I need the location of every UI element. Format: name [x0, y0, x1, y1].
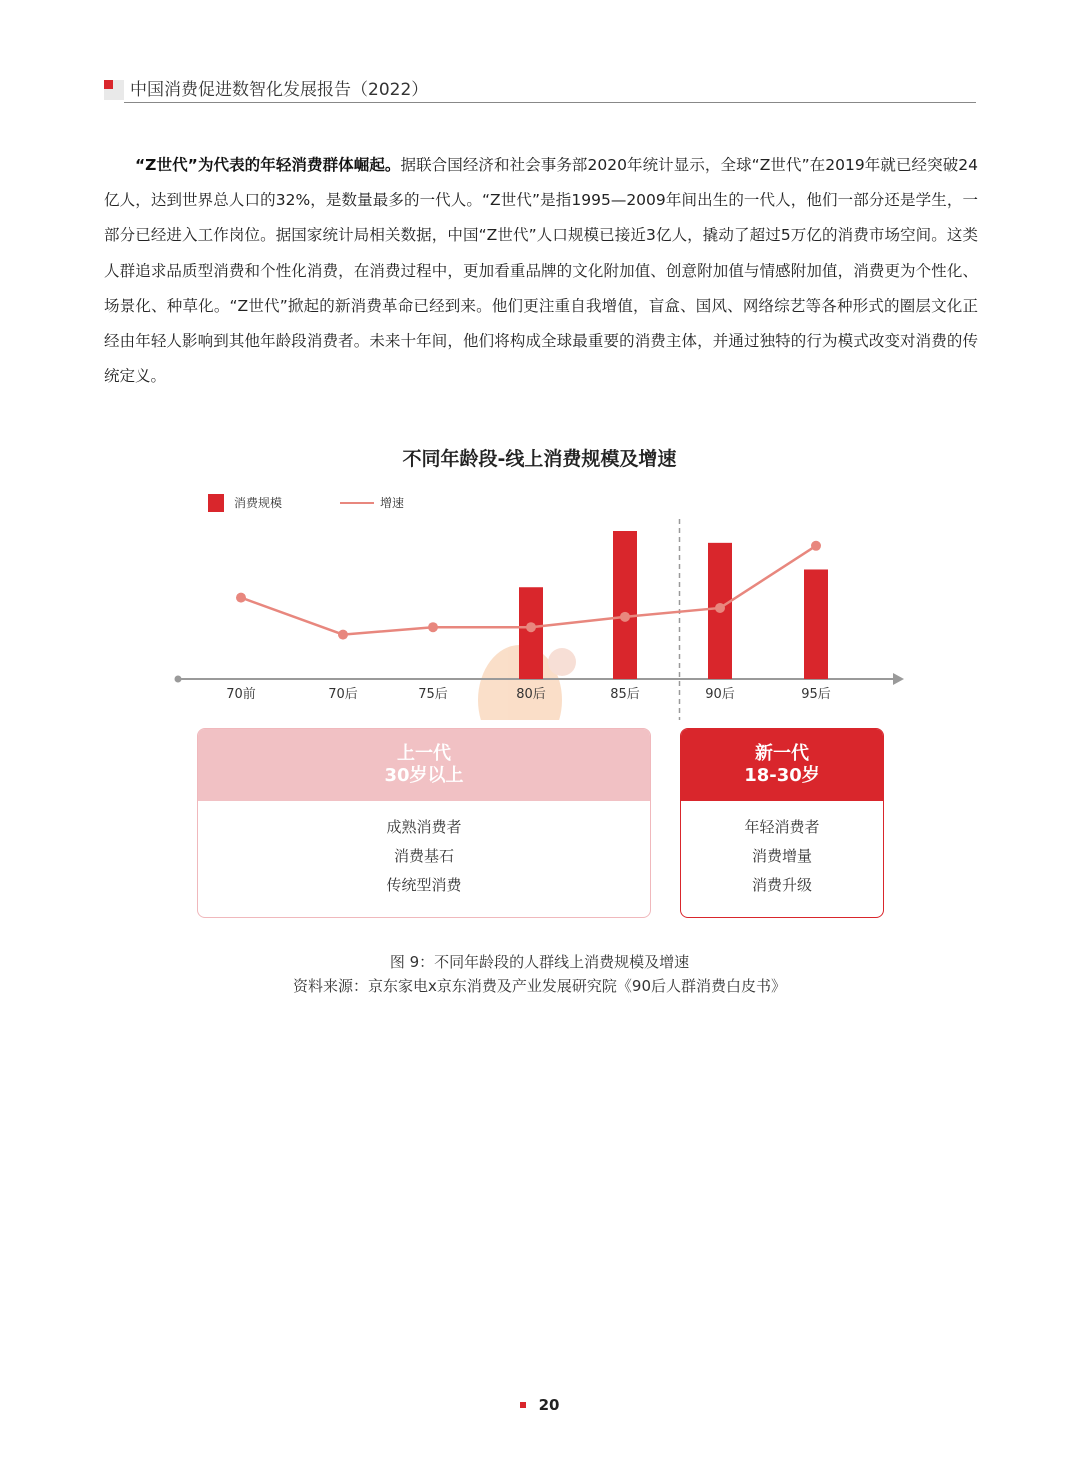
footer-mark-icon — [520, 1402, 526, 1408]
combo-chart — [0, 0, 1079, 720]
card-old-subtitle: 30岁以上 — [384, 765, 464, 786]
x-tick-label: 80后 — [516, 687, 546, 702]
growth-point-95后 — [811, 541, 821, 551]
growth-point-70后 — [338, 630, 348, 640]
figure-source: 资料来源：京东家电x京东消费及产业发展研究院《90后人群消费白皮书》 — [293, 977, 786, 995]
card-new-title: 新一代 — [755, 743, 809, 764]
growth-point-80后 — [526, 622, 536, 632]
x-axis-start-dot — [175, 676, 182, 683]
page-footer — [0, 1394, 1079, 1414]
card-new-generation — [680, 728, 884, 918]
card-old-header — [198, 729, 650, 801]
bar-80后 — [519, 587, 543, 679]
card-new-item: 消费升级 — [751, 876, 812, 894]
card-new-subtitle: 18-30岁 — [744, 765, 820, 786]
legend-line-label: 增速 — [380, 496, 405, 510]
card-old-item: 消费基石 — [393, 847, 454, 865]
figure-caption: 图 9：不同年龄段的人群线上消费规模及增速 — [389, 953, 690, 971]
legend-bar-label: 消费规模 — [234, 496, 283, 510]
card-new-item: 消费增量 — [751, 847, 812, 865]
chart-title: 不同年龄段-线上消费规模及增速 — [402, 448, 677, 470]
card-old-list — [198, 801, 650, 900]
x-tick-label: 95后 — [801, 687, 831, 702]
body-text: 据联合国经济和社会事务部2020年统计显示，全球“Z世代”在2019年就已经突破24亿人，达到世界总人口的32%，是数量最多的一代人。“Z世代”是指1995—2009年间出生的一代人，他们一部分还是学生，一部分已经进入工作岗位。据国家统计局相关数据，中国“Z世代”人口规模已接近3亿人，撬动了超过5万亿的消费市场空间。这类人群追求品质型消费和个性化消费，在消费过程中，更加看重品牌的文化附加值、创意附加值与情感附加值，消费更为个性化、场景化、种草化。“Z世代”掀起的新消费革命已经到来。他们更注重自我增值，盲盒、国风、网络综艺等各种形式的圈层文化正经由年轻人影响到其他年龄段消费者。未来十年间，他们将构成全球最重要的消费主体，并通过独特的行为模式改变对消费的传统定义。 — [104, 156, 979, 386]
card-old-item: 成熟消费者 — [386, 818, 462, 836]
growth-point-90后 — [715, 603, 725, 613]
bar-85后 — [613, 531, 637, 679]
body-lead: “Z世代”为代表的年轻消费群体崛起。 — [135, 156, 401, 174]
x-tick-label: 70前 — [226, 687, 256, 702]
header-title: 中国消费促进数智化发展报告（2022） — [130, 80, 429, 100]
card-old-title: 上一代 — [397, 743, 451, 764]
card-new-header — [681, 729, 883, 801]
figure-caption-block — [0, 950, 1079, 998]
x-tick-label: 85后 — [610, 687, 640, 702]
x-tick-label: 75后 — [418, 687, 448, 702]
growth-point-70前 — [236, 593, 246, 603]
growth-point-75后 — [428, 622, 438, 632]
card-new-item: 年轻消费者 — [744, 818, 820, 836]
growth-point-85后 — [620, 612, 630, 622]
card-previous-generation — [197, 728, 651, 918]
card-new-list — [681, 801, 883, 900]
bar-95后 — [804, 569, 828, 679]
x-tick-label: 70后 — [328, 687, 358, 702]
x-tick-label: 90后 — [705, 687, 735, 702]
page-number: 20 — [538, 1395, 560, 1414]
x-axis-arrow-icon — [893, 673, 904, 685]
card-old-item: 传统型消费 — [386, 876, 462, 894]
